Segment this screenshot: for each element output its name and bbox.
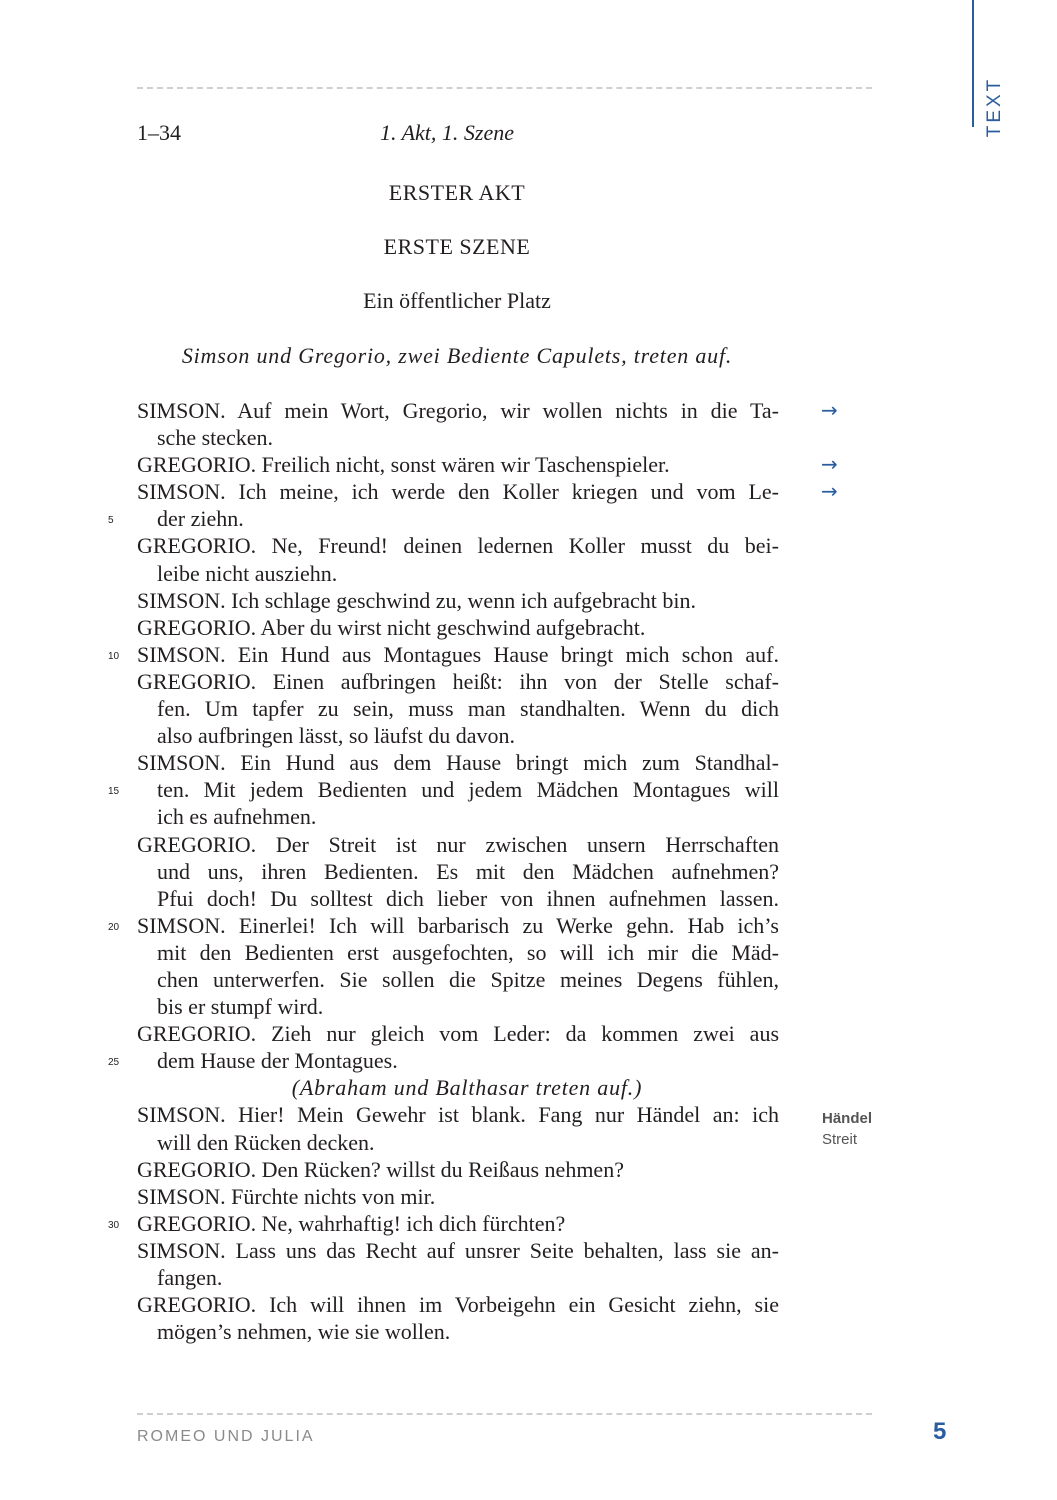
text-line	[0, 1291, 900, 1318]
line-number: 15	[108, 786, 120, 798]
line-text: GREGORIO. Einen aufbringen heißt: ihn von der Stelle schaf-	[137, 668, 779, 694]
text-line	[0, 560, 900, 587]
text-line	[0, 532, 900, 559]
line-text: GREGORIO. Aber du wirst nicht geschwind aufgebracht.	[137, 614, 646, 640]
text-line	[0, 614, 900, 641]
text-line	[0, 1020, 900, 1047]
setting-description: Ein öffentlicher Platz	[363, 288, 551, 313]
line-text: also aufbringen lässt, so läufst du davon.	[157, 723, 516, 749]
text-line	[0, 478, 900, 505]
text-line	[0, 424, 900, 451]
line-text: und uns, ihren Bedienten. Es mit den Mädchen aufnehmen?	[157, 858, 779, 884]
line-number: 20	[108, 921, 120, 933]
book-title: ROMEO UND JULIA	[137, 1428, 315, 1445]
text-line	[0, 912, 900, 939]
line-text: sche stecken.	[157, 425, 274, 451]
line-text: SIMSON. Ein Hund aus dem Hause bringt mich zum Standhal-	[137, 750, 779, 776]
line-text: SIMSON. Ein Hund aus Montagues Hause bringt mich schon auf.	[137, 641, 779, 667]
text-line	[0, 397, 900, 424]
running-head: 1. Akt, 1. Szene	[380, 120, 515, 145]
gloss-term: Händel	[822, 1110, 873, 1127]
line-text: GREGORIO. Ne, wahrhaftig! ich dich fürchten?	[137, 1210, 566, 1236]
line-text: will den Rücken decken.	[157, 1129, 375, 1155]
side-tab-bar	[972, 0, 974, 127]
text-line	[0, 641, 900, 668]
line-text: chen unterwerfen. Sie sollen die Spitze meines Degens fühlen,	[157, 966, 779, 992]
text-line	[0, 885, 900, 912]
line-number: 30	[108, 1219, 120, 1231]
arrow-right-icon[interactable]: →	[821, 452, 838, 477]
line-text: GREGORIO. Zieh nur gleich vom Leder: da kommen zwei aus	[137, 1021, 779, 1047]
line-text: Pfui doch! Du solltest dich lieber von ihnen aufnehmen lassen.	[157, 885, 779, 911]
line-text: der ziehn.	[157, 506, 244, 532]
line-text: SIMSON. Auf mein Wort, Gregorio, wir wollen nichts in die Ta-	[137, 398, 779, 423]
line-text: bis er stumpf wird.	[157, 994, 324, 1020]
text-line	[0, 1210, 900, 1237]
bottom-dashed-rule	[137, 1413, 872, 1415]
text-line	[0, 1183, 900, 1210]
text-line	[0, 803, 900, 830]
text-line	[0, 1264, 900, 1291]
side-tab-label: TEXT	[984, 76, 1005, 138]
text-line	[0, 1237, 900, 1264]
text-line	[0, 966, 900, 993]
gloss-definition: Streit	[822, 1131, 858, 1148]
line-number: 5	[108, 515, 114, 527]
text-line	[0, 505, 900, 532]
line-text: SIMSON. Ich meine, ich werde den Koller kriegen und vom Le-	[137, 479, 779, 505]
line-text: ich es aufnehmen.	[157, 804, 317, 830]
act-title: ERSTER AKT	[388, 180, 526, 205]
line-range: 1–34	[137, 120, 181, 145]
line-text: mögen’s nehmen, wie sie wollen.	[157, 1319, 451, 1345]
line-text: GREGORIO. Ich will ihnen im Vorbeigehn ein Gesicht ziehn, sie	[137, 1292, 779, 1318]
line-text: fen. Um tapfer zu sein, muss man standhalten. Wenn du dich	[157, 696, 779, 722]
text-line	[0, 668, 900, 695]
text-line	[0, 1156, 900, 1183]
line-text: SIMSON. Hier! Mein Gewehr ist blank. Fang nur Händel an: ich	[137, 1102, 779, 1128]
text-line	[0, 695, 900, 722]
line-number: 10	[108, 650, 120, 662]
stage-direction: (Abraham und Balthasar treten auf.)	[291, 1075, 643, 1101]
margin-gloss	[822, 1108, 872, 1150]
text-line	[0, 1129, 900, 1156]
arrow-right-icon[interactable]: →	[821, 479, 838, 504]
line-text: ten. Mit jedem Bedienten und jedem Mädchen Montagues will	[157, 777, 779, 803]
line-text: SIMSON. Ich schlage geschwind zu, wenn ich aufgebracht bin.	[137, 587, 697, 613]
line-text: dem Hause der Montagues.	[157, 1048, 398, 1074]
text-line	[0, 722, 900, 749]
text-line	[0, 1318, 900, 1345]
line-text: GREGORIO. Ne, Freund! deinen ledernen Koller musst du bei-	[137, 533, 779, 559]
text-line	[0, 831, 900, 858]
line-text: SIMSON. Fürchte nichts von mir.	[137, 1183, 436, 1209]
top-dashed-rule	[137, 87, 872, 89]
text-line	[0, 939, 900, 966]
text-line	[0, 587, 900, 614]
line-text: mit den Bedienten erst ausgefochten, so will ich mir die Mäd-	[157, 939, 779, 965]
text-line	[0, 993, 900, 1020]
text-line	[0, 776, 900, 803]
line-number: 25	[108, 1057, 120, 1069]
page-number: 5	[933, 1418, 947, 1445]
text-line	[0, 858, 900, 885]
dialogue-text	[0, 397, 900, 1345]
line-text: GREGORIO. Freilich nicht, sonst wären wir Taschenspieler.	[137, 452, 670, 478]
arrow-right-icon[interactable]: →	[821, 398, 838, 422]
line-text: GREGORIO. Der Streit ist nur zwischen unsern Herrschaften	[137, 831, 779, 857]
line-text: leibe nicht ausziehn.	[157, 560, 338, 586]
text-line	[0, 451, 900, 478]
line-text: SIMSON. Einerlei! Ich will barbarisch zu Werke gehn. Hab ich’s	[137, 912, 779, 938]
line-text: GREGORIO. Den Rücken? willst du Reißaus nehmen?	[137, 1156, 624, 1182]
line-text: fangen.	[157, 1265, 223, 1290]
stage-direction-entrance: Simson und Gregorio, zwei Bediente Capulets, treten auf.	[181, 343, 733, 368]
line-text: SIMSON. Lass uns das Recht auf unsrer Seite behalten, lass sie an-	[137, 1237, 779, 1263]
text-line	[0, 1047, 900, 1074]
text-line	[0, 1074, 900, 1101]
scene-title: ERSTE SZENE	[383, 234, 531, 259]
text-line	[0, 749, 900, 776]
text-line	[0, 1101, 900, 1128]
